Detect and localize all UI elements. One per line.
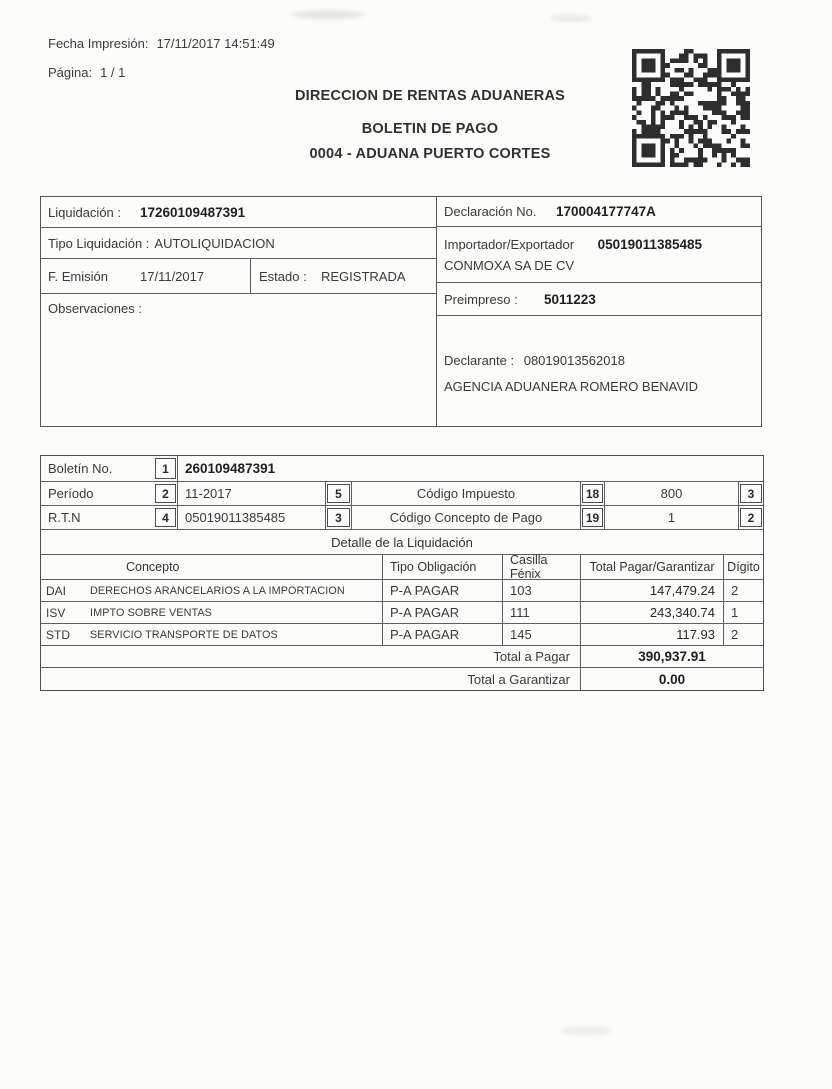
detalle-header-row xyxy=(41,555,763,580)
periodo-value-cell xyxy=(178,482,326,505)
concept-description: SERVICIO TRANSPORTE DE DATOS xyxy=(90,628,278,641)
rtn-row xyxy=(41,506,763,530)
total-pagar-label: Total a Pagar xyxy=(41,646,581,667)
periodo-cell xyxy=(41,482,178,505)
codigo-concepto-value: 1 xyxy=(667,510,676,525)
declaracion-row xyxy=(437,197,761,227)
concept-description: DERECHOS ARANCELARIOS A LA IMPORTACION xyxy=(90,584,345,597)
scan-artifact xyxy=(292,10,364,19)
header-casilla-fenix: Casilla Fénix xyxy=(503,555,581,579)
importador-row xyxy=(437,227,761,283)
codigo-impuesto-box: 18 xyxy=(582,484,603,503)
declarante-name: AGENCIA ADUANERA ROMERO BENAVID xyxy=(444,378,699,394)
concept-code: DAI xyxy=(46,583,67,598)
detalle-row-isv xyxy=(41,602,763,624)
codigo-impuesto-label: Código Impuesto xyxy=(416,486,516,501)
detalle-title-row xyxy=(41,530,763,555)
total-pagar-value: 390,937.91 xyxy=(638,649,706,664)
boletin-no-box: 1 xyxy=(155,458,176,479)
concept-code: STD xyxy=(46,627,70,642)
total-pagar-row xyxy=(41,646,763,668)
boletin-no-value: 260109487391 xyxy=(185,461,276,476)
codigo-concepto-digit: 2 xyxy=(740,508,762,527)
codigo-concepto-value-cell xyxy=(605,506,739,529)
codigo-concepto-label-cell xyxy=(352,506,581,529)
emision-estado-row xyxy=(41,259,436,294)
page-number-value: 1 / 1 xyxy=(100,65,126,80)
qr-code xyxy=(632,48,750,168)
observaciones-label: Observaciones : xyxy=(48,301,142,316)
tipo-liquidacion-row xyxy=(41,228,436,259)
declarante-row xyxy=(437,316,761,426)
boletin-no-value-cell xyxy=(178,456,763,481)
liquidacion-row xyxy=(41,197,436,228)
importador-line xyxy=(444,237,702,252)
observaciones-row xyxy=(41,294,436,426)
preimpreso-value: 5011223 xyxy=(544,291,596,307)
customs-office-title: 0004 - ADUANA PUERTO CORTES xyxy=(309,146,551,162)
liquidacion-label: Liquidación : xyxy=(48,204,121,220)
concepto-cell xyxy=(41,602,383,623)
liquidation-right-column xyxy=(437,197,761,426)
digito-cell: 2 xyxy=(731,583,739,598)
liquidation-left-column xyxy=(41,197,437,426)
tipo-liquidacion-value: AUTOLIQUIDACION xyxy=(154,235,275,251)
rtn-box: 4 xyxy=(155,508,176,527)
scan-artifact xyxy=(560,1026,612,1035)
importador-value: 05019011385485 xyxy=(597,236,702,252)
estado-cell xyxy=(251,259,436,293)
boletin-no-label: Boletín No. xyxy=(48,461,113,476)
periodo-box: 2 xyxy=(155,484,176,503)
boletin-no-row xyxy=(41,456,763,482)
emision-cell xyxy=(41,259,251,293)
declarante-label: Declarante : xyxy=(444,352,515,368)
total-cell: 243,340.74 xyxy=(581,602,724,623)
concepto-cell xyxy=(41,580,383,601)
casilla-fenix-cell: 145 xyxy=(503,624,581,645)
declarante-value: 08019013562018 xyxy=(523,352,625,368)
codigo-impuesto-digit: 3 xyxy=(740,484,762,503)
estado-label: Estado : xyxy=(259,268,307,284)
detalle-title: Detalle de la Liquidación xyxy=(331,534,473,550)
tipo-obligacion-cell: P-A PAGAR xyxy=(383,602,503,623)
codigo-impuesto-digit-cell xyxy=(739,482,763,505)
total-garantizar-row xyxy=(41,668,763,690)
scan-artifact xyxy=(550,15,592,22)
periodo-box2-cell xyxy=(326,482,352,505)
preimpreso-label: Preimpreso : xyxy=(444,291,518,307)
digito-cell: 1 xyxy=(731,605,739,620)
importador-name: CONMOXA SA DE CV xyxy=(444,257,575,273)
concept-code: ISV xyxy=(46,605,66,620)
total-cell: 147,479.24 xyxy=(581,580,724,601)
importador-label: Importador/Exportador xyxy=(444,236,575,252)
total-cell: 117.93 xyxy=(581,624,724,645)
detalle-row-dai xyxy=(41,580,763,602)
declaracion-value: 170004177747A xyxy=(556,204,656,219)
emision-label: F. Emisión xyxy=(48,268,108,284)
boletin-table xyxy=(40,455,764,691)
estado-value: REGISTRADA xyxy=(321,268,406,284)
liquidation-info-table xyxy=(40,196,762,427)
header-concepto: Concepto xyxy=(41,555,383,579)
codigo-concepto-box-cell xyxy=(581,506,605,529)
declaracion-label: Declaración No. xyxy=(444,204,537,219)
page-number-label: Página: xyxy=(48,65,93,80)
periodo-label: Período xyxy=(48,486,94,501)
rtn-cell xyxy=(41,506,178,529)
codigo-impuesto-value-cell xyxy=(605,482,739,505)
header-total: Total Pagar/Garantizar xyxy=(581,555,724,579)
print-date-line xyxy=(48,36,275,51)
total-garantizar-label: Total a Garantizar xyxy=(41,668,581,690)
tipo-obligacion-cell: P-A PAGAR xyxy=(383,624,503,645)
print-date-value: 17/11/2017 14:51:49 xyxy=(156,36,275,51)
tipo-obligacion-cell: P-A PAGAR xyxy=(383,580,503,601)
codigo-impuesto-label-cell xyxy=(352,482,581,505)
print-meta xyxy=(48,36,275,94)
header-tipo-obligacion: Tipo Obligación xyxy=(383,555,503,579)
periodo-row xyxy=(41,482,763,506)
codigo-impuesto-value: 800 xyxy=(660,486,683,501)
codigo-concepto-digit-cell xyxy=(739,506,763,529)
digito-cell: 2 xyxy=(731,627,739,642)
agency-title: DIRECCION DE RENTAS ADUANERAS xyxy=(294,88,566,104)
header-digito: Dígito xyxy=(727,560,760,574)
detalle-row-std xyxy=(41,624,763,646)
rtn-box2-cell xyxy=(326,506,352,529)
concept-description: IMPTO SOBRE VENTAS xyxy=(90,606,212,619)
codigo-concepto-label: Código Concepto de Pago xyxy=(389,510,543,525)
casilla-fenix-cell: 111 xyxy=(503,602,581,623)
boletin-no-cell xyxy=(41,456,178,481)
codigo-concepto-box: 19 xyxy=(582,508,603,527)
concepto-cell xyxy=(41,624,383,645)
rtn-value-cell xyxy=(178,506,326,529)
periodo-box2: 5 xyxy=(327,484,350,503)
emision-value: 17/11/2017 xyxy=(140,268,205,284)
rtn-label: R.T.N xyxy=(48,510,81,525)
tipo-liquidacion-label: Tipo Liquidación : xyxy=(48,235,150,251)
rtn-box2: 3 xyxy=(327,508,350,527)
declarante-line xyxy=(444,353,625,368)
casilla-fenix-cell: 103 xyxy=(503,580,581,601)
print-date-label: Fecha Impresión: xyxy=(48,36,149,51)
rtn-value: 05019011385485 xyxy=(185,510,286,525)
preimpreso-row xyxy=(437,283,761,316)
document-type-title: BOLETIN DE PAGO xyxy=(361,121,499,137)
total-garantizar-value: 0.00 xyxy=(658,671,686,687)
page-number-line xyxy=(48,65,275,80)
liquidacion-value: 17260109487391 xyxy=(140,204,246,220)
codigo-impuesto-box-cell xyxy=(581,482,605,505)
periodo-value: 11-2017 xyxy=(185,486,232,501)
